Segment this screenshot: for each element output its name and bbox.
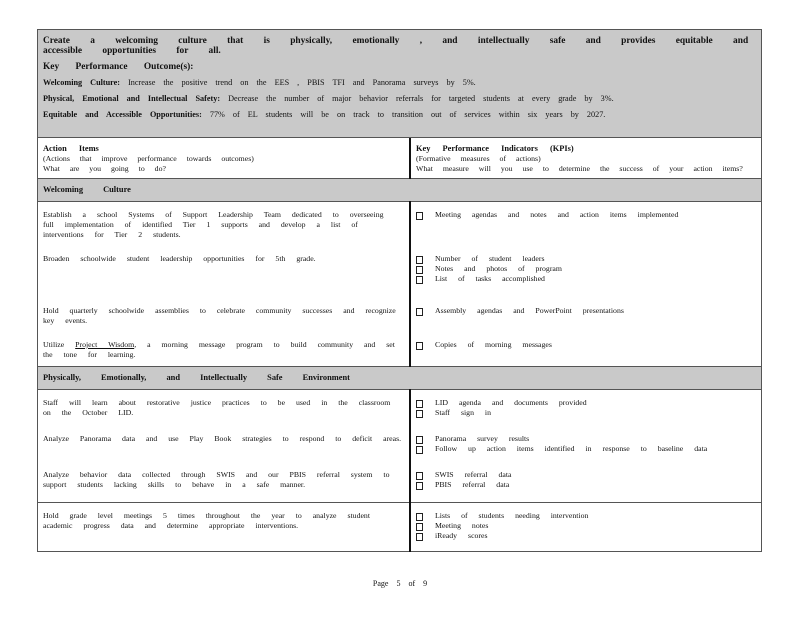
action-text: Analyze behavior data collected through SWIS and our PBIS referral system to support students lacking skills to behave in a safe manner. — [43, 470, 390, 489]
section-title-safe: Physically, Emotionally, and Intellectually Safe Environment — [38, 367, 762, 390]
table-row — [38, 298, 762, 332]
action-item — [38, 298, 411, 332]
kpi-item — [416, 511, 756, 521]
goal-statement: Create a welcoming culture that is physically, emotionally , and intellectually safe and provides equitable and accessible opportunities for all. — [43, 36, 749, 56]
kpi-text: SWIS referral data — [435, 470, 512, 479]
kpi-item — [416, 274, 756, 284]
checkbox-icon — [416, 400, 423, 408]
checkbox-icon — [416, 533, 423, 541]
action-items-title: Action Items — [43, 144, 99, 153]
checkbox-icon — [416, 436, 423, 444]
action-items-header — [38, 138, 411, 179]
kpi-item — [416, 210, 756, 220]
kpi-item — [416, 521, 756, 531]
action-text: Hold quarterly schoolwide assemblies to celebrate community successes and recognize key events. — [43, 306, 396, 325]
checkbox-icon — [416, 446, 423, 454]
action-items-sub1: (Actions that improve performance towards outcomes) — [43, 154, 254, 163]
kpi-text: Panorama survey results — [435, 434, 530, 443]
kpi-item — [416, 470, 756, 480]
table-row — [38, 390, 762, 427]
kpi-text: Copies of morning messages — [435, 340, 552, 349]
kpi-cell — [410, 298, 762, 332]
checkbox-icon — [416, 513, 423, 521]
kpi-item — [416, 254, 756, 264]
action-plan-table — [37, 138, 762, 552]
checkbox-icon — [416, 342, 423, 350]
table-row — [38, 246, 762, 298]
table-row — [38, 332, 762, 367]
safety-outcome — [43, 93, 756, 104]
action-text: Broaden schoolwide student leadership opportunities for 5th grade. — [43, 254, 316, 263]
equity-outcome — [43, 109, 756, 120]
kpi-title: Key Performance Indicators (KPIs) — [416, 144, 574, 153]
table-header-row — [38, 138, 762, 179]
kpi-cell — [410, 503, 762, 552]
welcoming-outcome — [43, 77, 756, 88]
document-page — [37, 29, 762, 552]
checkbox-icon — [416, 472, 423, 480]
goal-box — [37, 29, 762, 138]
action-text: Hold grade level meetings 5 times throughout the year to analyze student academic progress data and determine appropriate interventions. — [43, 511, 370, 530]
table-row — [38, 426, 762, 462]
action-item — [38, 332, 411, 367]
action-text-pre: Utilize — [43, 340, 65, 349]
checkbox-icon — [416, 212, 423, 220]
section-row-welcoming — [38, 179, 762, 202]
action-text: Establish a school Systems of Support Leadership Team dedicated to overseeing full implementation of identified Tier 1 supports and develop a list of interventions for Tier 2 students. — [43, 210, 384, 239]
kpi-item — [416, 340, 756, 350]
action-item — [38, 462, 411, 503]
checkbox-icon — [416, 276, 423, 284]
action-items-sub2: What are you going to do? — [43, 164, 166, 173]
table-row — [38, 462, 762, 503]
kpi-text: Number of student leaders — [435, 254, 545, 263]
kpi-text: Assembly agendas and PowerPoint presentations — [435, 306, 624, 315]
kpi-cell — [410, 202, 762, 247]
equity-outcome-text: 77% of EL students will be on track to transition out of services within six years by 2027. — [209, 110, 606, 119]
action-item — [38, 246, 411, 298]
kpi-cell — [410, 332, 762, 367]
kpi-item — [416, 434, 756, 444]
action-item — [38, 503, 411, 552]
action-text — [43, 340, 404, 360]
section-title-welcoming: Welcoming Culture — [38, 179, 762, 202]
kpi-cell — [410, 426, 762, 462]
kpi-cell — [410, 390, 762, 427]
kpi-text: Meeting notes — [435, 521, 489, 530]
action-text: Staff will learn about restorative justice practices to be used in the classroom on the October LID. — [43, 398, 391, 417]
kpi-item — [416, 444, 756, 454]
kpi-header — [410, 138, 762, 179]
action-text: Analyze Panorama data and use Play Book strategies to respond to deficit areas. — [43, 434, 402, 443]
checkbox-icon — [416, 482, 423, 490]
safety-outcome-text: Decrease the number of major behavior referrals for targeted students at every grade by 3%. — [228, 94, 614, 103]
kpi-sub1: (Formative measures of actions) — [416, 154, 541, 163]
kpi-text: Follow up action items identified in response to baseline data — [435, 444, 708, 453]
action-item — [38, 202, 411, 247]
kpi-sub2: What measure will you use to determine the success of your action items? — [416, 164, 743, 173]
checkbox-icon — [416, 523, 423, 531]
safety-outcome-label: Physical, Emotional and Intellectual Safety: — [43, 94, 221, 103]
checkbox-icon — [416, 266, 423, 274]
kpi-text: List of tasks accomplished — [435, 274, 545, 283]
kpi-item — [416, 398, 756, 408]
kpi-cell — [410, 462, 762, 503]
project-wisdom-link[interactable]: Project Wisdom — [75, 340, 135, 349]
page-number: Page 5 of 9 — [372, 579, 428, 588]
kpi-text: Lists of students needing intervention — [435, 511, 589, 520]
checkbox-icon — [416, 256, 423, 264]
checkbox-icon — [416, 308, 423, 316]
kpi-item — [416, 306, 756, 316]
kpi-item — [416, 480, 756, 490]
kpi-text: iReady scores — [435, 531, 488, 540]
kpi-cell — [410, 246, 762, 298]
checkbox-icon — [416, 410, 423, 418]
table-row — [38, 503, 762, 552]
kpi-text: LID agenda and documents provided — [435, 398, 587, 407]
kpi-text: Meeting agendas and notes and action items implemented — [435, 210, 679, 219]
kpi-text: PBIS referral data — [435, 480, 510, 489]
section-row-safe — [38, 367, 762, 390]
action-item — [38, 426, 411, 462]
welcoming-outcome-text: Increase the positive trend on the EES , PBIS TFI and Panorama surveys by 5%. — [128, 78, 476, 87]
table-row — [38, 202, 762, 247]
equity-outcome-label: Equitable and Accessible Opportunities: — [43, 110, 202, 119]
kpi-item — [416, 408, 756, 418]
welcoming-outcome-label: Welcoming Culture: — [43, 78, 121, 87]
kpi-text: Notes and photos of program — [435, 264, 562, 273]
action-item — [38, 390, 411, 427]
action-text-post: , a morning message program to build community and set the tone for learning. — [43, 340, 395, 359]
kpi-text: Staff sign in — [435, 408, 491, 417]
kpi-item — [416, 531, 756, 541]
kpi-item — [416, 264, 756, 274]
kpo-label: Key Performance Outcome(s): — [43, 62, 194, 72]
